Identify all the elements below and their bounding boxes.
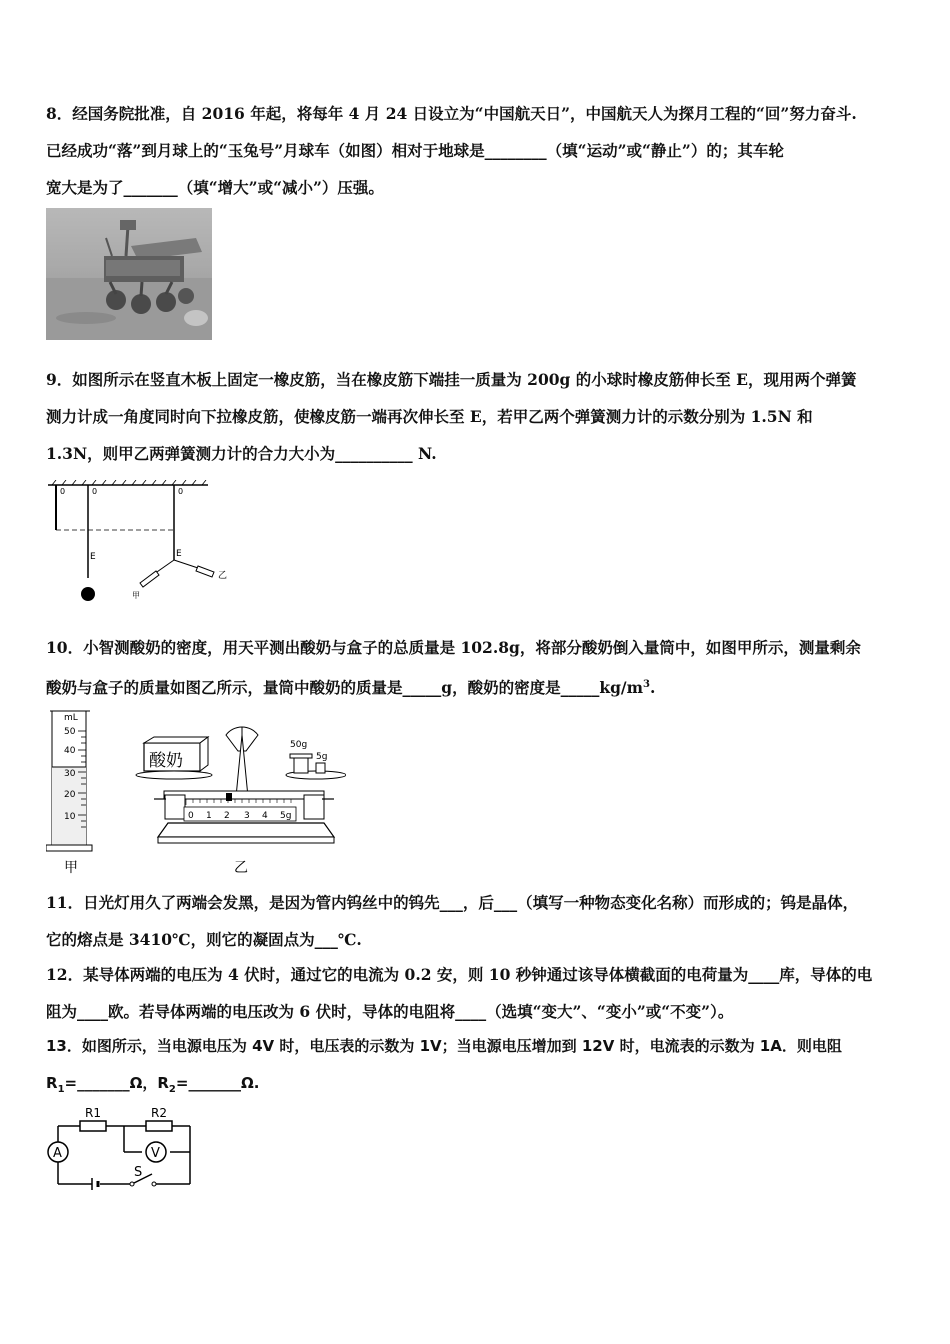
- yogurt-box-label: 酸奶: [149, 751, 183, 771]
- ammeter-label: A: [53, 1146, 62, 1161]
- weight-5g: 5g: [316, 752, 328, 762]
- tick-20: 20: [64, 790, 76, 800]
- r1-label: R1: [85, 1106, 101, 1120]
- rubber-band-figure: [46, 480, 246, 605]
- resistor-r1: [80, 1121, 106, 1131]
- r2-subscript: 2: [168, 1084, 176, 1095]
- q8-line-2: 已经成功“落”到月球上的“玉兔号”月球车（如图）相对于地球是________（填“运动”或“静止”）的；其车轮: [46, 141, 784, 160]
- graduated-cylinder: [46, 711, 92, 876]
- q9-line-1: 9．如图所示在竖直木板上固定一橡皮筋，当在橡皮筋下端挂一质量为 200g 的小球时橡皮筋伸长至 E，现用两个弹簧: [46, 370, 857, 389]
- question-13: [46, 1028, 906, 1108]
- q8-line-3: 宽大是为了_______（填“增大”或“减小”）压强。: [46, 178, 384, 197]
- weight-50g: 50g: [290, 740, 308, 750]
- tick-10: 10: [64, 812, 76, 822]
- q10-line-2-text: 酸奶与盒子的质量如图乙所示，量筒中酸奶的质量是_____g，酸奶的密度是_____kg/m: [46, 678, 643, 698]
- zero-label-2: 0: [92, 487, 98, 496]
- q10-line-2-end: .: [649, 678, 656, 698]
- cylinder-unit: mL: [64, 713, 78, 723]
- q11-line-1: 11．日光灯用久了两端会发黑，是因为管内钨丝中的钨先___，后___（填写一种物态变化名称）而形成的；钨是晶体，: [46, 893, 859, 912]
- q13-line-1: 13．如图所示，当电源电压为 4V 时，电压表的示数为 1V；当电源电压增加到 12V 时，电流表的示数为 1A．则电阻: [46, 1037, 842, 1055]
- r2-blank: =_______Ω.: [175, 1074, 260, 1092]
- r2-label: R2: [151, 1106, 167, 1120]
- question-8: [46, 95, 906, 206]
- tick-30: 30: [64, 769, 76, 779]
- r1-blank: =_______Ω，R: [64, 1074, 169, 1092]
- scale-5g: 5g: [280, 811, 292, 821]
- balance: [136, 727, 346, 876]
- q12-line-2: 阻为____欧。若导体两端的电压改为 6 伏时，导体的电阻将____（选填“变大”、“变小”或“不变”）。: [46, 1002, 734, 1021]
- voltmeter-label: V: [151, 1146, 160, 1161]
- q11-line-2: 它的熔点是 3410℃，则它的凝固点为___℃.: [46, 930, 362, 949]
- scale-3: 3: [244, 811, 250, 821]
- r1-subscript: 1: [57, 1084, 65, 1095]
- cylinder-caption: 甲: [64, 860, 78, 876]
- rover-photo: [46, 208, 212, 340]
- switch-label: S: [134, 1165, 143, 1180]
- tick-50: 50: [64, 727, 76, 737]
- question-9: [46, 361, 906, 472]
- yi-label: 乙: [218, 571, 228, 581]
- scale-0: 0: [188, 811, 194, 821]
- zero-label-1: 0: [60, 487, 66, 496]
- q10-line-2: [46, 666, 906, 706]
- zero-label-3: 0: [178, 487, 184, 496]
- e-label-1: E: [90, 552, 96, 562]
- e-label-2: E: [176, 549, 182, 559]
- q10-line-1: 10．小智测酸奶的密度，用天平测出酸奶与盒子的总质量是 102.8g，将部分酸奶倒入量筒中，如图甲所示，测量剩余: [46, 638, 861, 657]
- q12-line-1: 12．某导体两端的电压为 4 伏时，通过它的电流为 0.2 安，则 10 秒钟通过该导体横截面的电荷量为____库，导体的电: [46, 965, 873, 984]
- r1-symbol: R: [46, 1074, 58, 1092]
- q9-line-3: 1.3N，则甲乙两弹簧测力计的合力大小为__________ N.: [46, 444, 437, 463]
- q8-line-1: 8．经国务院批准，自 2016 年起，将每年 4 月 24 日设立为“中国航天日”，中国航天人为探月工程的“回”努力奋斗.: [46, 104, 857, 123]
- question-11: [46, 884, 906, 958]
- scale-2: 2: [224, 811, 230, 821]
- cubic-exponent: 3: [642, 679, 650, 690]
- tick-40: 40: [64, 746, 76, 756]
- density-figure: [46, 705, 346, 877]
- jia-label: 甲: [132, 591, 140, 600]
- q9-line-2: 测力计成一角度同时向下拉橡皮筋，使橡皮筋一端再次伸长至 E，若甲乙两个弹簧测力计的示数分别为 1.5N 和: [46, 407, 813, 426]
- question-12: [46, 956, 906, 1030]
- scale-1: 1: [206, 811, 212, 821]
- circuit-diagram: [46, 1102, 206, 1194]
- scale-4: 4: [262, 811, 268, 821]
- resistor-r2: [146, 1121, 172, 1131]
- question-10: [46, 629, 906, 706]
- balance-caption: 乙: [234, 860, 248, 876]
